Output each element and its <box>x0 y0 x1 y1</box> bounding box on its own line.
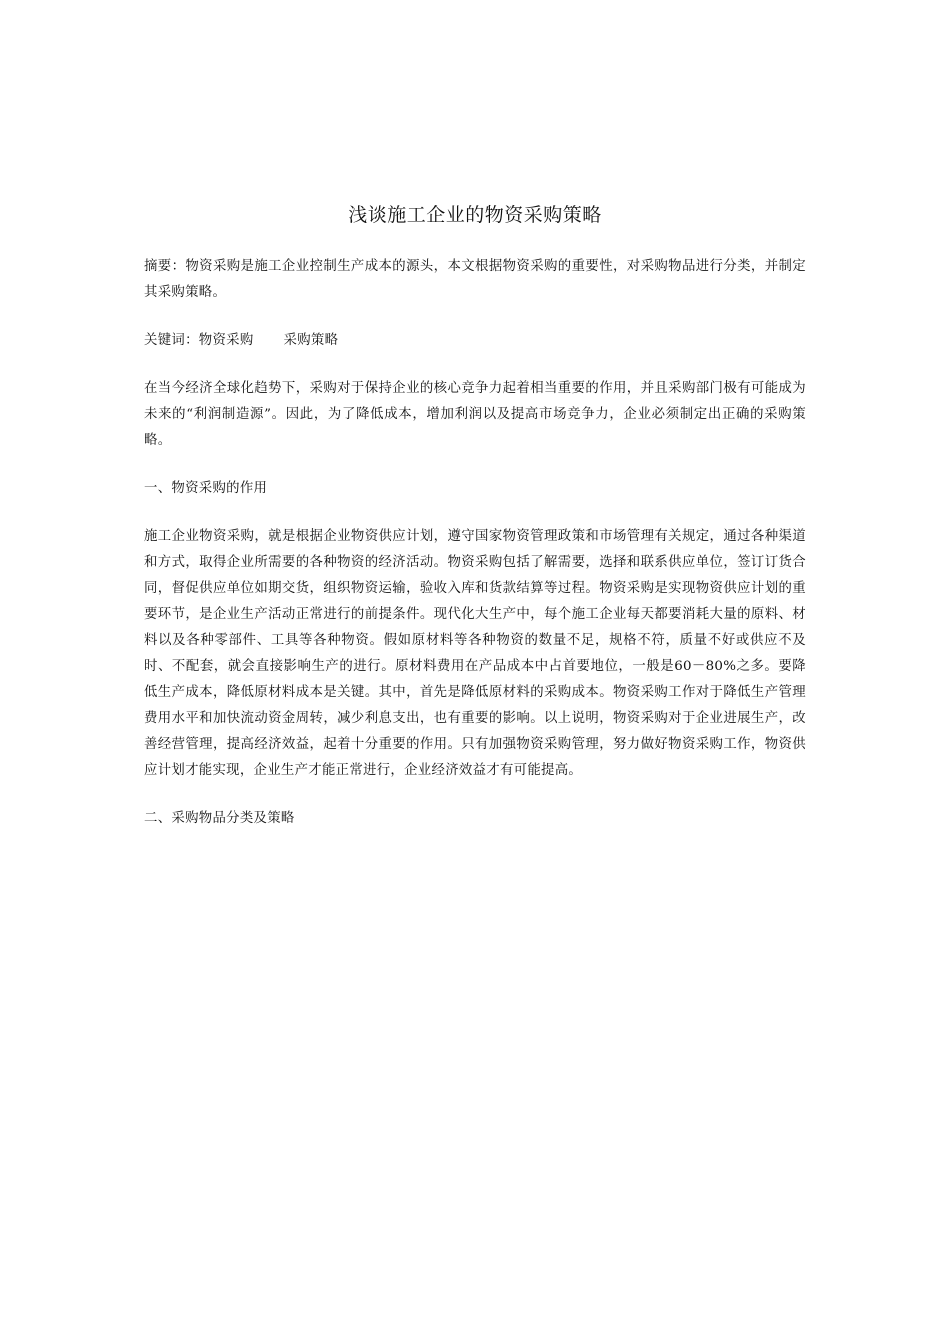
document-title: 浅谈施工企业的物资采购策略 <box>348 204 602 226</box>
keywords-label: 关键词： <box>144 333 199 348</box>
section-heading-2: 二、采购物品分类及策略 <box>144 811 295 826</box>
keywords-line <box>144 328 806 354</box>
abstract-paragraph: 摘要：物资采购是施工企业控制生产成本的源头，本文根据物资采购的重要性，对采购物品进行分类，并制定其采购策略。 <box>144 259 806 300</box>
keyword-item: 物资采购 <box>198 333 254 348</box>
keyword-item: 采购策略 <box>283 333 339 348</box>
intro-paragraph: 在当今经济全球化趋势下，采购对于保持企业的核心竞争力起着相当重要的作用，并且采购部门极有可能成为未来的“利润制造源”。因此，为了降低成本，增加利润以及提高市场竞争力，企业必须制定出正确的采购策略。 <box>144 381 806 448</box>
section-1-body: 施工企业物资采购，就是根据企业物资供应计划，遵守国家物资管理政策和市场管理有关规定，通过各种渠道和方式，取得企业所需要的各种物资的经济活动。物资采购包括了解需要，选择和联系供应单位，签订订货合同，督促供应单位如期交货，组织物资运输，验收入库和货款结算等过程。物资采购是实现物资供应计划的重要环节，是企业生产活动正常进行的前提条件。现代化大生产中，每个施工企业每天都要消耗大量的原料、材料以及各种零部件、工具等各种物资。假如原材料等各种物资的数量不足，规格不符，质量不好或供应不及时、不配套，就会直接影响生产的进行。原材料费用在产品成本中占首要地位，一般是60－80%之多。要降低生产成本，降低原材料成本是关键。其中，首先是降低原材料的采购成本。物资采购工作对于降低生产管理费用水平和加快流动资金周转，减少利息支出，也有重要的影响。以上说明，物资采购对于企业进展生产，改善经营管理，提高经济效益，起着十分重要的作用。只有加强物资采购管理，努力做好物资采购工作，物资供应计划才能实现，企业生产才能正常进行，企业经济效益才有可能提高。 <box>144 529 806 778</box>
document-body <box>144 200 806 854</box>
section-heading-1: 一、物资采购的作用 <box>144 481 268 496</box>
